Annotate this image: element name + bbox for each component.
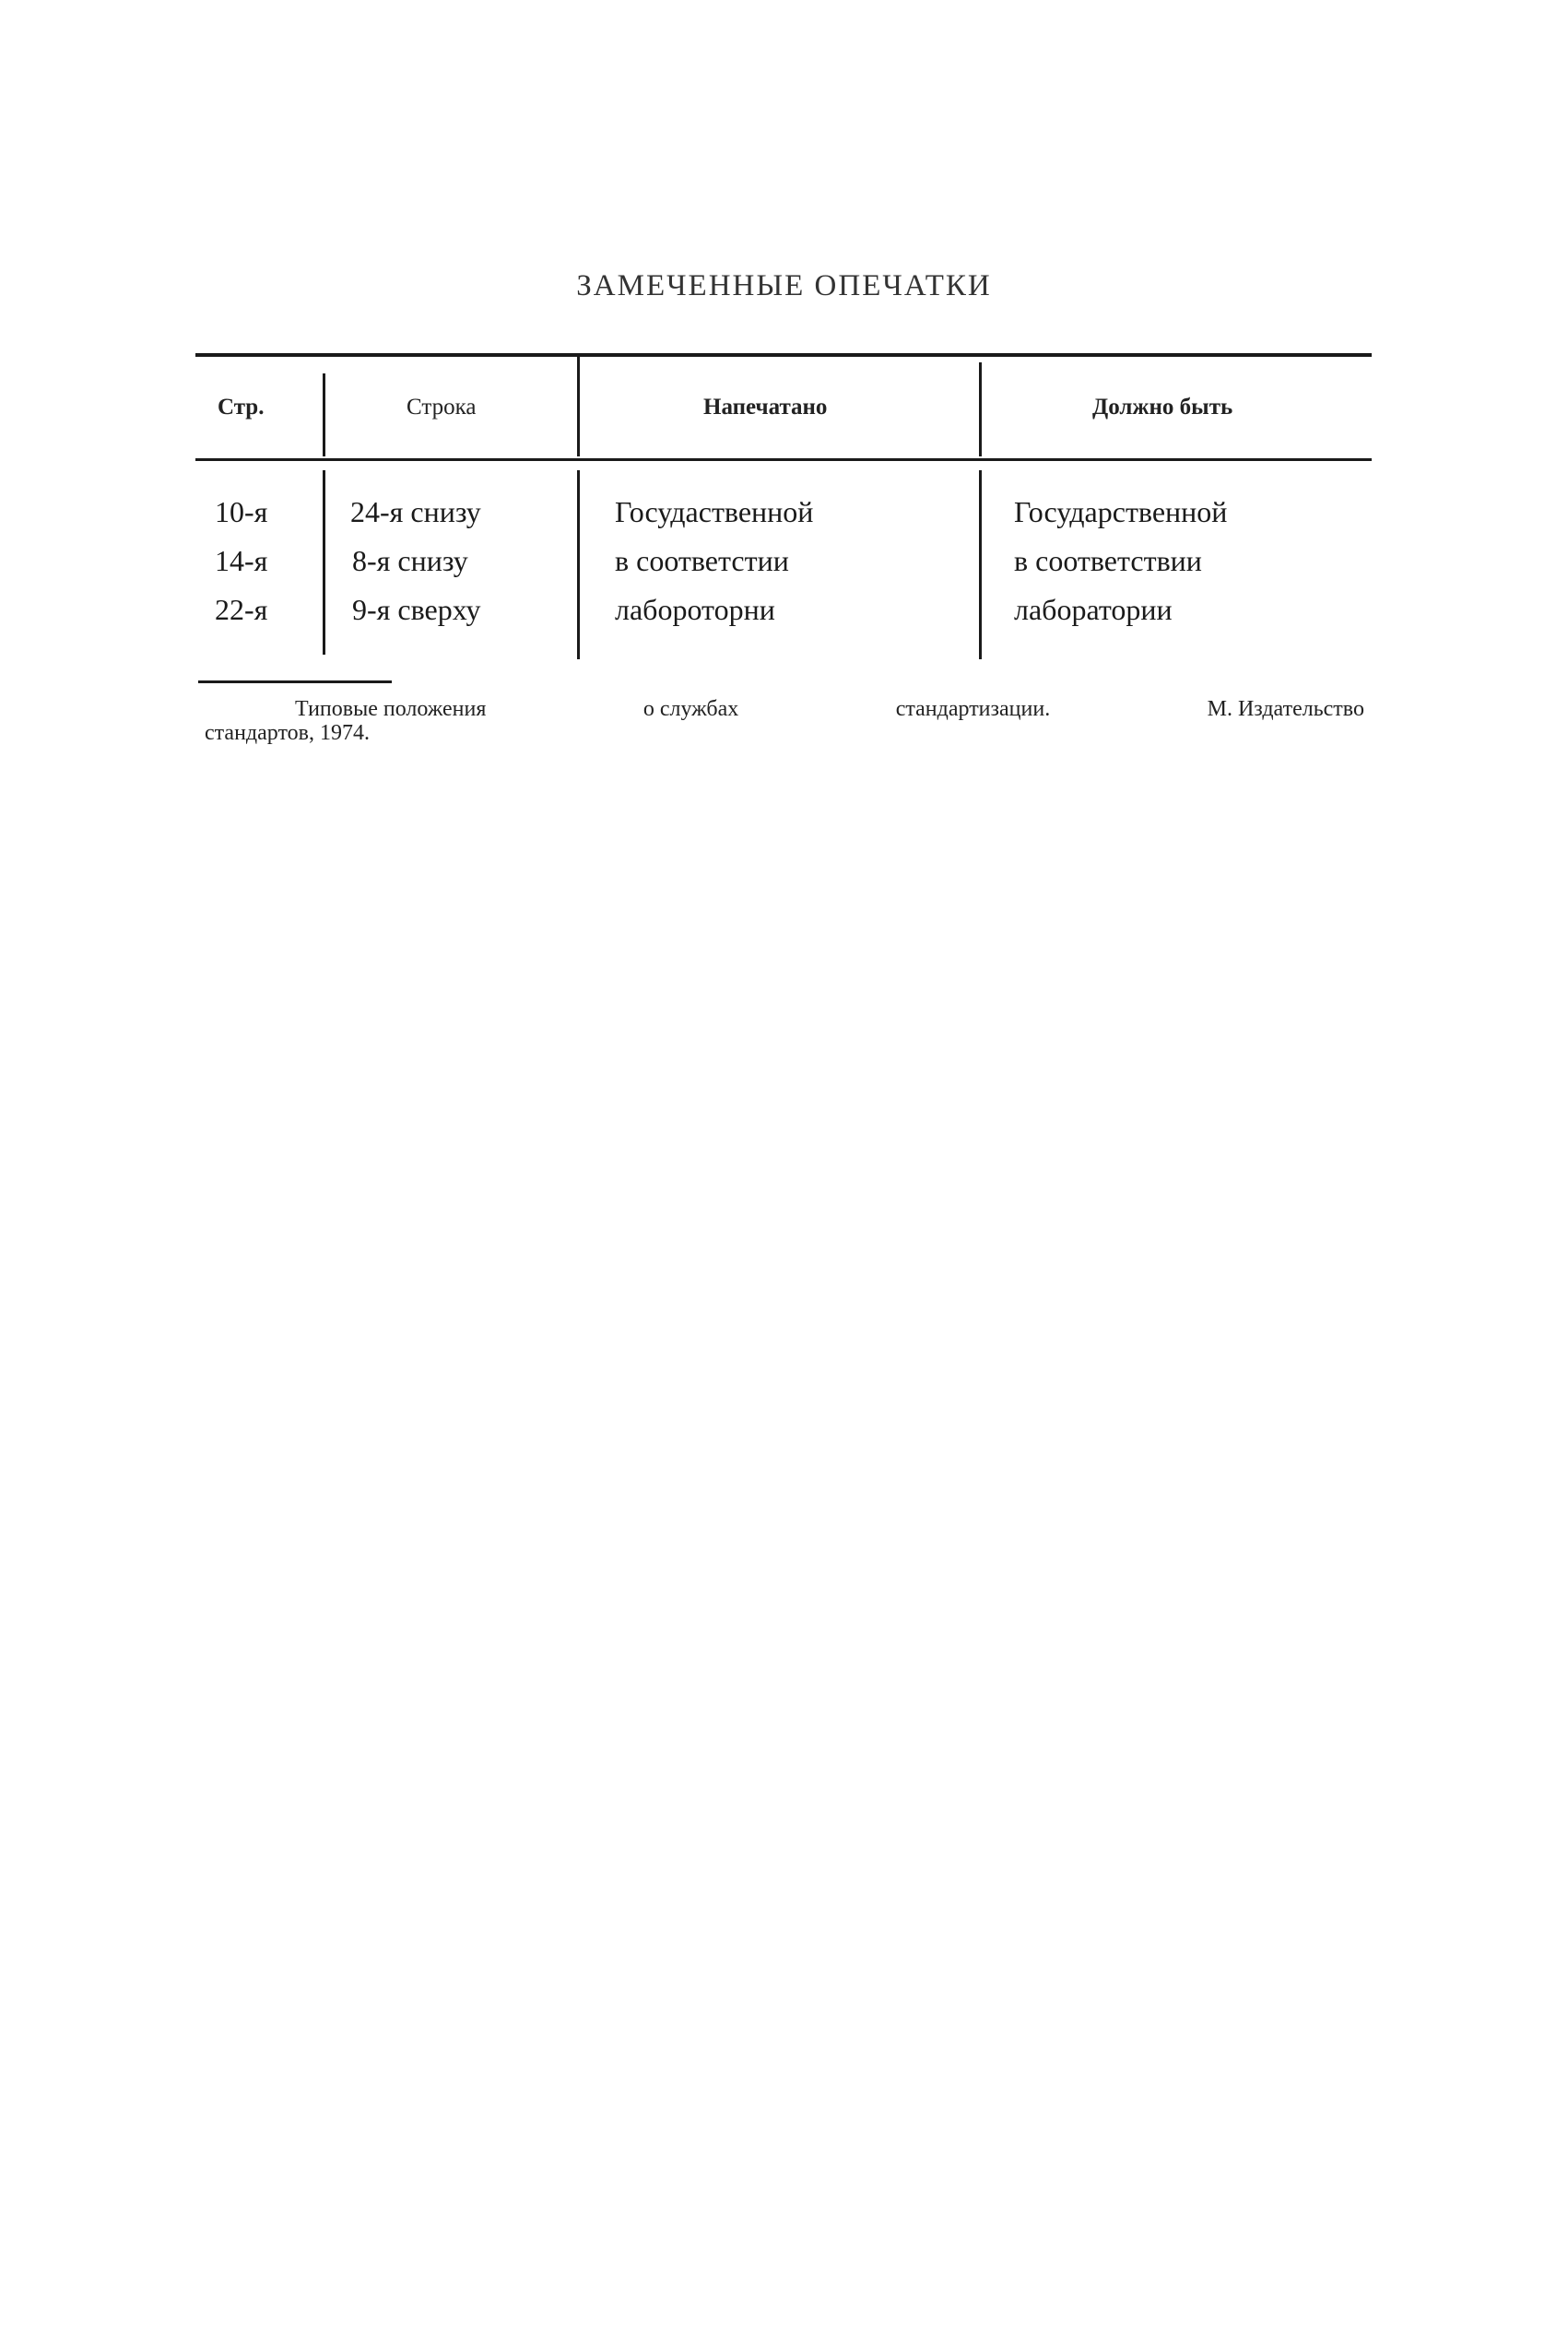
header-line: Строка [407,395,477,420]
table-cell-correct: лаборатории [1014,593,1173,626]
footnote-part: стандартизации. [895,697,1051,721]
body-divider-1 [323,470,325,655]
page-title: ЗАМЕЧЕННЫЕ ОПЕЧАТКИ [576,269,992,302]
table-cell-line: 8-я снизу [352,544,468,577]
header-divider-3 [979,362,982,456]
table-cell-line: 9-я сверху [352,593,481,626]
footnote-rule [198,680,392,683]
table-cell-page: 10-я [215,495,268,528]
footnote-line-1 [205,697,1364,721]
header-page: Стр. [218,395,265,420]
footnote-line-2: стандартов, 1974. [205,721,370,745]
header-printed: Напечатано [703,395,828,420]
table-cell-printed: Госудаственной [615,495,814,528]
table-cell-correct: Государственной [1014,495,1228,528]
table-cell-printed: в соответстии [615,544,789,577]
body-divider-2 [577,470,580,659]
footnote-part: о службах [643,697,739,721]
header-divider-2 [577,355,580,456]
table-cell-page: 14-я [215,544,268,577]
footnote [205,697,1364,745]
table-cell-line: 24-я снизу [350,495,481,528]
table-cell-printed: лабороторни [615,593,775,626]
header-divider-1 [323,373,325,456]
table-top-rule [195,353,1372,357]
table-cell-page: 22-я [215,593,268,626]
table-cell-correct: в соответствии [1014,544,1202,577]
table-header-rule [195,458,1372,461]
footnote-part: М. Издательство [1207,697,1364,721]
footnote-part: Типовые положения [295,697,487,721]
body-divider-3 [979,470,982,659]
header-should-be: Должно быть [1092,395,1233,420]
